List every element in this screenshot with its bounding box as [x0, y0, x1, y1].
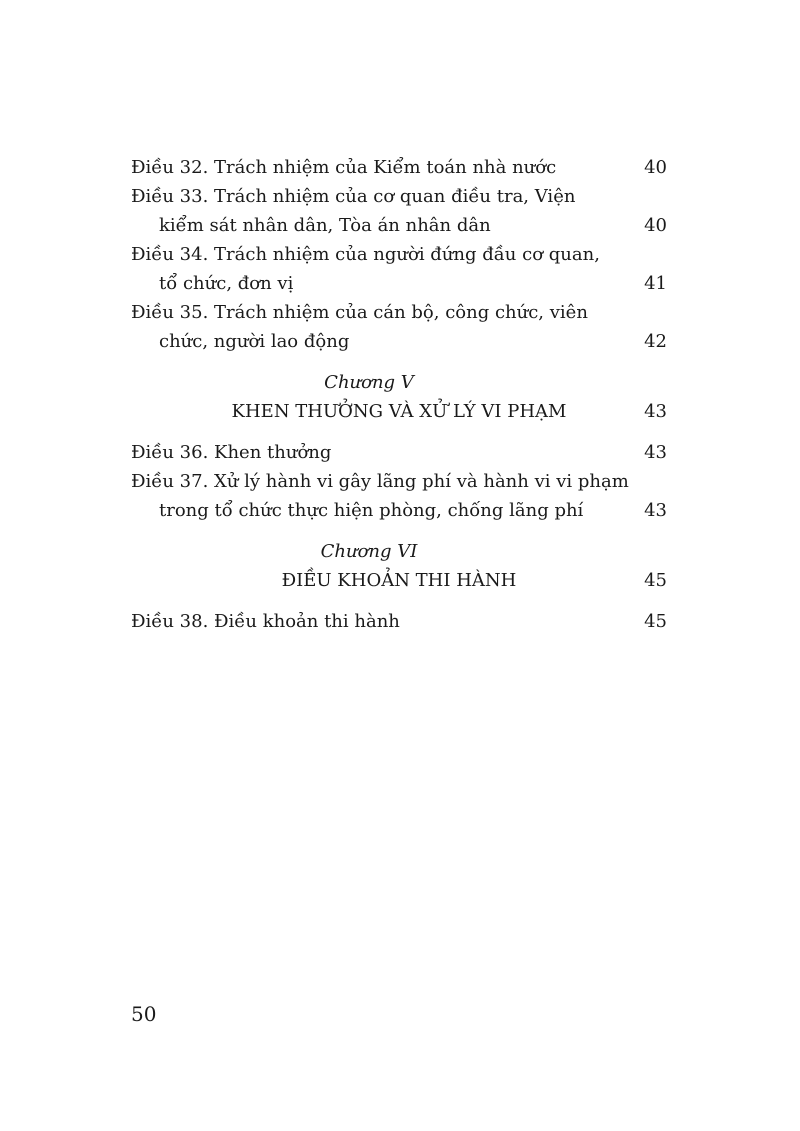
toc-entry-title: Điều 37. Xử lý hành vi gây lãng phí và hành vi vi phạm: [131, 471, 629, 492]
chapter-title: ĐIỀU KHOẢN THI HÀNH: [281, 570, 517, 591]
toc-page-number: 41: [644, 273, 667, 294]
toc-entry-article-36: [131, 438, 667, 467]
toc-chapter-6: [131, 537, 667, 595]
toc-page-number: 40: [644, 157, 667, 178]
toc-entry-title-continued: trong tổ chức thực hiện phòng, chống lãng phí: [159, 500, 584, 521]
toc-entry-title: Điều 36. Khen thưởng: [131, 442, 332, 463]
toc-page-number: 43: [644, 442, 667, 463]
toc-entry-article-32: [131, 153, 667, 182]
toc-chapter-5: [131, 368, 667, 426]
toc-entry-title-continued: kiểm sát nhân dân, Tòa án nhân dân: [159, 215, 491, 236]
toc-entry-article-35: [131, 298, 667, 356]
table-of-contents: [131, 153, 667, 636]
toc-entry-article-37: [131, 467, 667, 525]
toc-page-number: 42: [644, 331, 667, 352]
toc-entry-title: Điều 33. Trách nhiệm của cơ quan điều tra, Viện: [131, 186, 576, 207]
toc-entry-title: Điều 32. Trách nhiệm của Kiểm toán nhà nước: [131, 157, 557, 178]
toc-page-number: 45: [644, 570, 667, 591]
toc-entry-title-continued: tổ chức, đơn vị: [159, 273, 294, 294]
toc-entry-article-34: [131, 240, 667, 298]
page-number: 50: [131, 1002, 157, 1026]
toc-entry-title: Điều 34. Trách nhiệm của người đứng đầu cơ quan,: [131, 244, 600, 265]
toc-page-number: 40: [644, 215, 667, 236]
toc-page-number: 43: [644, 500, 667, 521]
toc-page-number: 45: [644, 611, 667, 632]
chapter-label: Chương VI: [320, 541, 418, 562]
toc-entry-title: Điều 38. Điều khoản thi hành: [131, 611, 400, 632]
chapter-title: KHEN THƯỞNG VÀ XỬ LÝ VI PHẠM: [231, 401, 567, 422]
toc-entry-article-33: [131, 182, 667, 240]
toc-entry-title: Điều 35. Trách nhiệm của cán bộ, công chức, viên: [131, 302, 588, 323]
chapter-label: Chương V: [324, 372, 414, 393]
toc-entry-title-continued: chức, người lao động: [159, 331, 350, 352]
toc-page-number: 43: [644, 401, 667, 422]
toc-entry-article-38: [131, 607, 667, 636]
